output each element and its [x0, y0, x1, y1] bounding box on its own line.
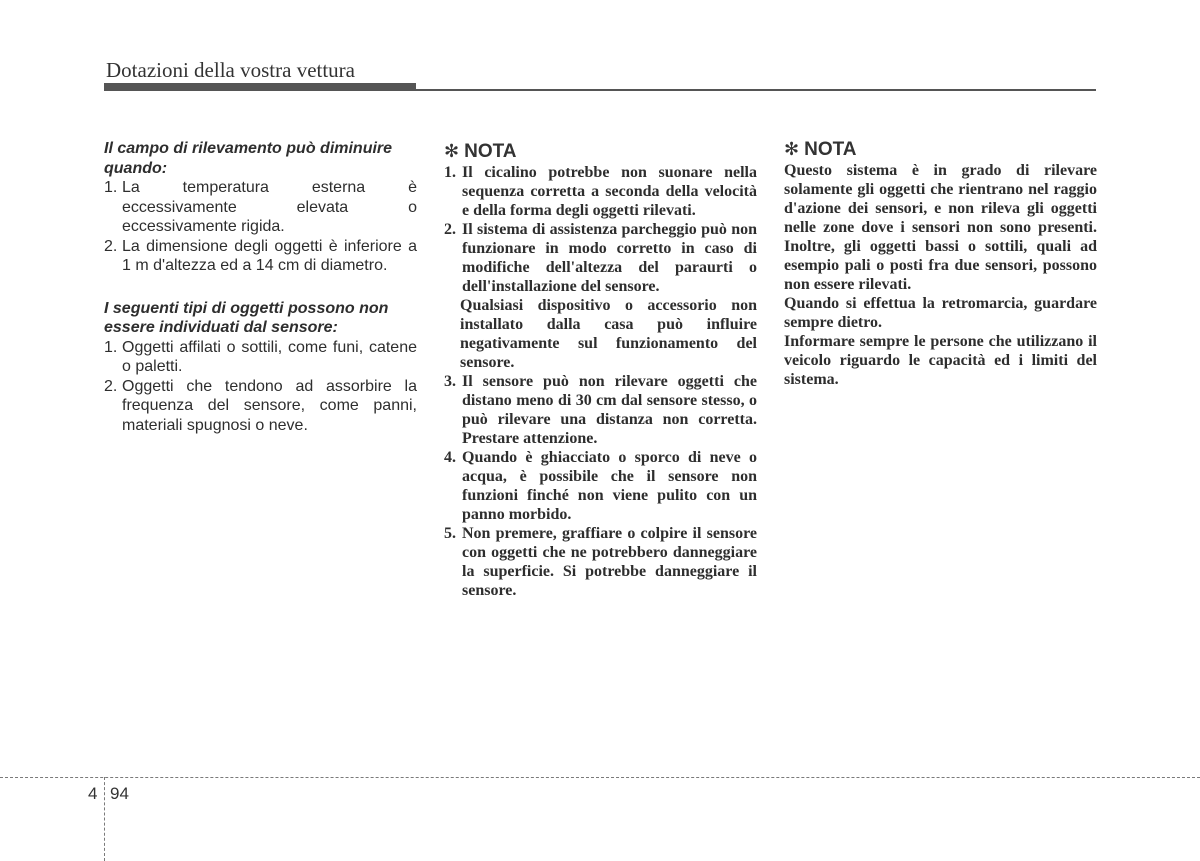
- note-label: NOTA: [464, 141, 517, 162]
- object-list: [104, 338, 417, 436]
- note-list: [444, 163, 757, 600]
- note-label: NOTA: [804, 139, 857, 160]
- note-subparagraph: Qualsiasi dispositivo o accessorio non installato dalla casa può influire negativamente sul funzionamento del sensore.: [460, 297, 757, 371]
- column-middle-note: [444, 140, 757, 600]
- list-item: [104, 237, 417, 276]
- note-number: 1.: [444, 164, 456, 181]
- note-text: Il cicalino potrebbe non suonare nella sequenza corretta a seconda della velocità e della forma degli oggetti rilevati.: [462, 164, 757, 219]
- header-rule-thick: [104, 83, 416, 91]
- condition-list: [104, 178, 417, 276]
- list-text: La dimensione degli oggetti è inferiore a 1 m d'altezza ed a 14 cm di diametro.: [122, 237, 417, 274]
- list-text: Oggetti che tendono ad assorbire la frequenza del sensore, come panni, materiali spugnosi o neve.: [122, 377, 417, 434]
- note-text: Il sensore può non rilevare oggetti che distano meno di 30 cm dal sensore stesso, o può rilevare una distanza non corretta. Prestare attenzione.: [462, 373, 757, 447]
- note-item: [444, 524, 757, 600]
- footer-dashed-vertical: [104, 777, 105, 861]
- note-text: Non premere, graffiare o colpire il sensore con oggetti che ne potrebbero danneggiare la superficie. Si potrebbe danneggiare il sensore.: [462, 525, 757, 599]
- list-item: [104, 178, 417, 237]
- note-heading: [444, 140, 757, 163]
- list-text: Oggetti affilati o sottili, come funi, catene o paletti.: [122, 338, 417, 375]
- asterisk-star-icon: ✻: [444, 141, 460, 161]
- note-item: [444, 220, 757, 296]
- note-heading: [784, 138, 1097, 161]
- note-number: 2.: [444, 221, 456, 238]
- note-text: Il sistema di assistenza parcheggio può non funzionare in modo corretto in caso di modifiche dell'altezza del paraurti o dell'installazione del sensore.: [462, 221, 757, 295]
- list-number: 1.: [104, 338, 118, 356]
- note-paragraph: Questo sistema è in grado di rilevare solamente gli oggetti che rientrano nel raggio d'azione dei sensori, e non rileva gli oggetti nelle zone dove i sensori non sono presenti. Inoltre, gli oggetti bassi o sottili, quali ad esempio pali o posti fra due sensori, possono non essere rilevati.: [784, 162, 1097, 293]
- list-item: [104, 377, 417, 436]
- list-number: 2.: [104, 377, 118, 395]
- note-number: 3.: [444, 373, 456, 390]
- page-header-title: Dotazioni della vostra vettura: [106, 58, 355, 82]
- footer-dashed-line: [0, 777, 1200, 778]
- note-number: 4.: [444, 449, 456, 466]
- section-heading: Il campo di rilevamento può diminuire quando:: [104, 140, 393, 177]
- note-paragraph: Quando si effettua la retromarcia, guardare sempre dietro.: [784, 295, 1097, 331]
- note-text: Quando è ghiacciato o sporco di neve o acqua, è possibile che il sensore non funzioni finché non viene pulito con un panno morbido.: [462, 449, 757, 523]
- header-rule-thin: [416, 89, 1096, 91]
- list-item: [104, 338, 417, 377]
- column-left: [104, 139, 417, 435]
- list-text: La temperatura esterna è eccessivamente elevata o eccessivamente rigida.: [122, 179, 417, 235]
- note-number: 5.: [444, 525, 456, 542]
- page-number: 94: [110, 784, 129, 803]
- note-item: [444, 372, 757, 448]
- note-item: [444, 448, 757, 524]
- chapter-number: 4: [88, 784, 98, 803]
- list-number: 2.: [104, 237, 118, 255]
- note-paragraph: Informare sempre le persone che utilizzano il veicolo riguardo le capacità ed i limiti del sistema.: [784, 333, 1097, 388]
- note-item: [444, 163, 757, 220]
- column-right-note: [784, 138, 1097, 389]
- section-heading: I seguenti tipi di oggetti possono non essere individuati dal sensore:: [104, 299, 389, 336]
- list-number: 1.: [104, 179, 118, 196]
- asterisk-star-icon: ✻: [784, 139, 800, 159]
